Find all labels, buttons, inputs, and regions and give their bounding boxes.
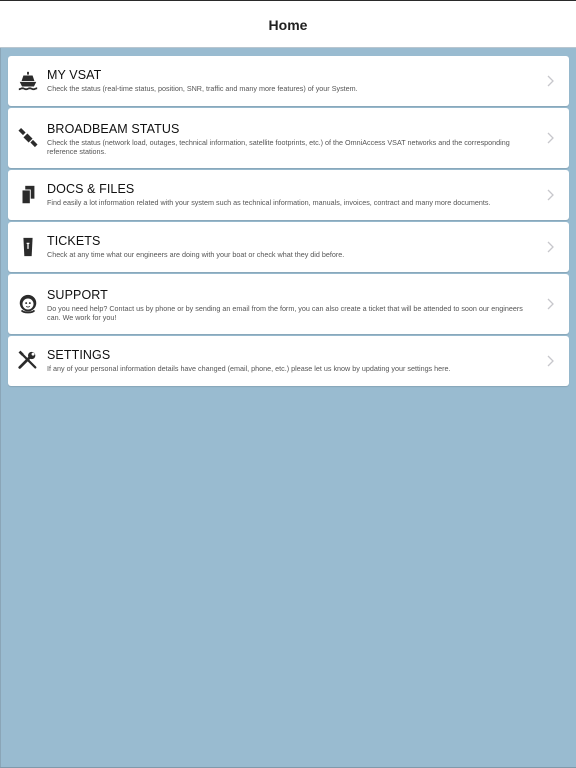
menu-item-title: TICKETS (47, 234, 101, 248)
menu-item-title: SUPPORT (47, 288, 108, 302)
menu-item-description: If any of your personal information details have changed (email, phone, etc.) please let us know by updating your settings here. (47, 364, 451, 373)
chevron-right-icon (547, 132, 555, 144)
menu-item-title: SETTINGS (47, 348, 111, 362)
divider (0, 48, 1, 768)
tools-icon (16, 349, 40, 373)
menu-item-settings[interactable] (8, 336, 569, 386)
chevron-right-icon (547, 189, 555, 201)
chevron-right-icon (547, 355, 555, 367)
chevron-right-icon (547, 241, 555, 253)
documents-icon (16, 183, 40, 207)
menu-item-docs-files[interactable] (8, 170, 569, 220)
menu-item-my-vsat[interactable] (8, 56, 569, 106)
navigation-bar (0, 0, 576, 48)
satellite-icon (16, 126, 40, 150)
menu-item-title: BROADBEAM STATUS (47, 122, 180, 136)
menu-item-description: Check the status (network load, outages, technical information, satellite footprints, etc.) of the OmniAccess VSAT networks and the corresponding reference stations. (47, 138, 510, 156)
menu-item-tickets[interactable] (8, 222, 569, 272)
menu-item-support[interactable] (8, 274, 569, 334)
ticket-icon (16, 235, 40, 259)
menu-item-description: Find easily a lot information related with your system such as technical information, manuals, invoices, contract and many more documents. (47, 198, 491, 207)
menu-item-description: Do you need help? Contact us by phone or by sending an email from the form, you can also create a ticket that will be attended to soon our engineers can. We work for you! (47, 304, 523, 322)
support-headset-icon (16, 292, 40, 316)
home-menu-list (8, 56, 569, 388)
menu-item-description: Check at any time what our engineers are doing with your boat or check what they did before. (47, 250, 345, 259)
chevron-right-icon (547, 298, 555, 310)
menu-item-title: DOCS & FILES (47, 182, 135, 196)
chevron-right-icon (547, 75, 555, 87)
menu-item-description: Check the status (real-time status, position, SNR, traffic and many more features) of your System. (47, 84, 358, 93)
page-title: Home (268, 17, 308, 33)
menu-item-broadbeam-status[interactable] (8, 108, 569, 168)
menu-item-title: MY VSAT (47, 68, 102, 82)
ship-icon (16, 69, 40, 93)
